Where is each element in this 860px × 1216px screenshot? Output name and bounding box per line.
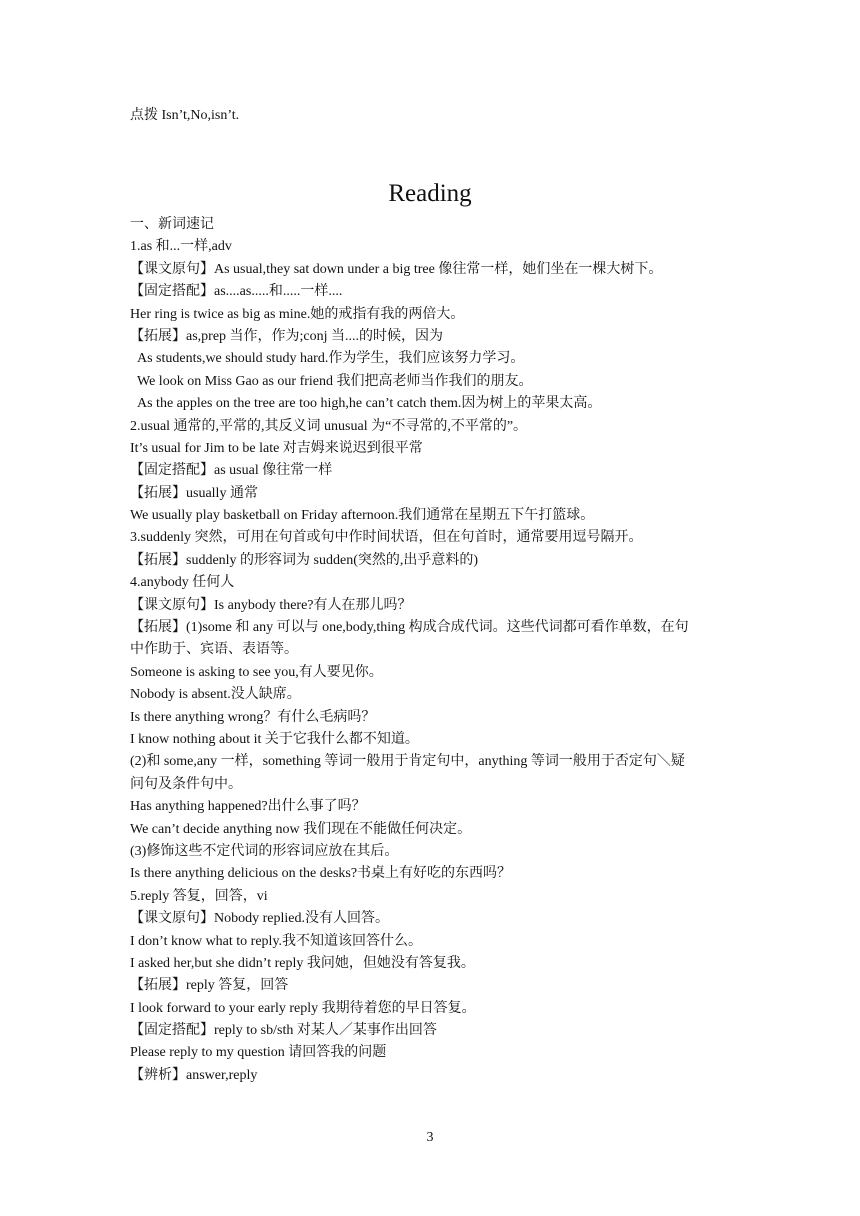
text-line: We look on Miss Gao as our friend 我们把高老师当作我们的朋友。 — [137, 373, 533, 389]
document-body — [130, 214, 735, 1087]
text-line: 3.suddenly 突然，可用在句首或句中作时间状语，但在句首时，通常要用逗号隔开。 — [130, 530, 643, 546]
text-line: I know nothing about it 关于它我什么都不知道。 — [130, 731, 419, 747]
text-line: 【固定搭配】as usual 像往常一样 — [130, 463, 333, 479]
text-line: 【拓展】as,prep 当作，作为;conj 当....的时候，因为 — [130, 328, 444, 344]
text-line: As students,we should study hard.作为学生，我们应该努力学习。 — [137, 351, 525, 367]
text-line: 【固定搭配】as....as.....和.....一样.... — [130, 284, 343, 300]
text-line: Her ring is twice as big as mine.她的戒指有我的两倍大。 — [130, 306, 465, 322]
text-line: We can’t decide anything now 我们现在不能做任何决定。 — [130, 821, 472, 837]
text-line: Is there anything wrong？有什么毛病吗？ — [130, 709, 376, 725]
text-line: 一、新词速记 — [130, 217, 214, 232]
text-line: 【课文原句】As usual,they sat down under a big tree 像往常一样，她们坐在一棵大树下。 — [130, 261, 663, 277]
text-line: 【拓展】reply 答复，回答 — [130, 978, 289, 994]
text-line: 2.usual 通常的,平常的,其反义词 unusual 为“不寻常的,不平常的”。 — [130, 418, 528, 434]
text-line: Someone is asking to see you,有人要见你。 — [130, 664, 383, 680]
page-number: 3 — [426, 1130, 434, 1145]
text-line: 【课文原句】Nobody replied.没有人回答。 — [130, 911, 389, 927]
text-line: 问句及条件句中。 — [130, 776, 242, 792]
text-line: (2)和 some,any 一样，something 等词一般用于肯定句中，anything 等词一般用于否定句＼疑 — [130, 754, 685, 770]
section-title: Reading — [388, 180, 472, 207]
text-line: 【固定搭配】reply to sb/sth 对某人／某事作出回答 — [130, 1023, 437, 1039]
text-line: Please reply to my question 请回答我的问题 — [130, 1045, 387, 1061]
text-line: I asked her,but she didn’t reply 我问她，但她没有答复我。 — [130, 955, 475, 971]
text-line: We usually play basketball on Friday afternoon.我们通常在星期五下午打篮球。 — [130, 508, 595, 524]
text-line: I look forward to your early reply 我期待着您的早日答复。 — [130, 1000, 476, 1016]
text-line: 【拓展】(1)some 和 any 可以与 one,body,thing 构成合成代词。这些代词都可看作单数，在句 — [130, 620, 689, 636]
text-line: Has anything happened?出什么事了吗？ — [130, 799, 366, 815]
text-line: Nobody is absent.没人缺席。 — [130, 687, 301, 703]
text-line: It’s usual for Jim to be late 对吉姆来说迟到很平常 — [130, 440, 423, 456]
text-line: 【拓展】suddenly 的形容词为 sudden(突然的,出乎意料的) — [130, 552, 479, 568]
header-note: 点拨 Isn’t,No,isn’t. — [130, 108, 240, 123]
text-line: Is there anything delicious on the desks?书桌上有好吃的东西吗？ — [130, 866, 512, 882]
text-line: 4.anybody 任何人 — [130, 575, 235, 591]
text-line: 1.as 和...一样,adv — [130, 239, 232, 255]
text-line: 【拓展】usually 通常 — [130, 485, 258, 501]
text-line: 【辨析】answer,reply — [130, 1067, 258, 1083]
text-line: (3)修饰这些不定代词的形容词应放在其后。 — [130, 843, 399, 859]
text-line: 5.reply 答复，回答，vi — [130, 888, 268, 904]
text-line: I don’t know what to reply.我不知道该回答什么。 — [130, 933, 423, 949]
text-line: As the apples on the tree are too high,he can’t catch them.因为树上的苹果太高。 — [137, 396, 602, 412]
text-line: 中作助于、宾语、表语等。 — [130, 642, 298, 658]
text-line: 【课文原句】Is anybody there?有人在那儿吗？ — [130, 597, 412, 613]
